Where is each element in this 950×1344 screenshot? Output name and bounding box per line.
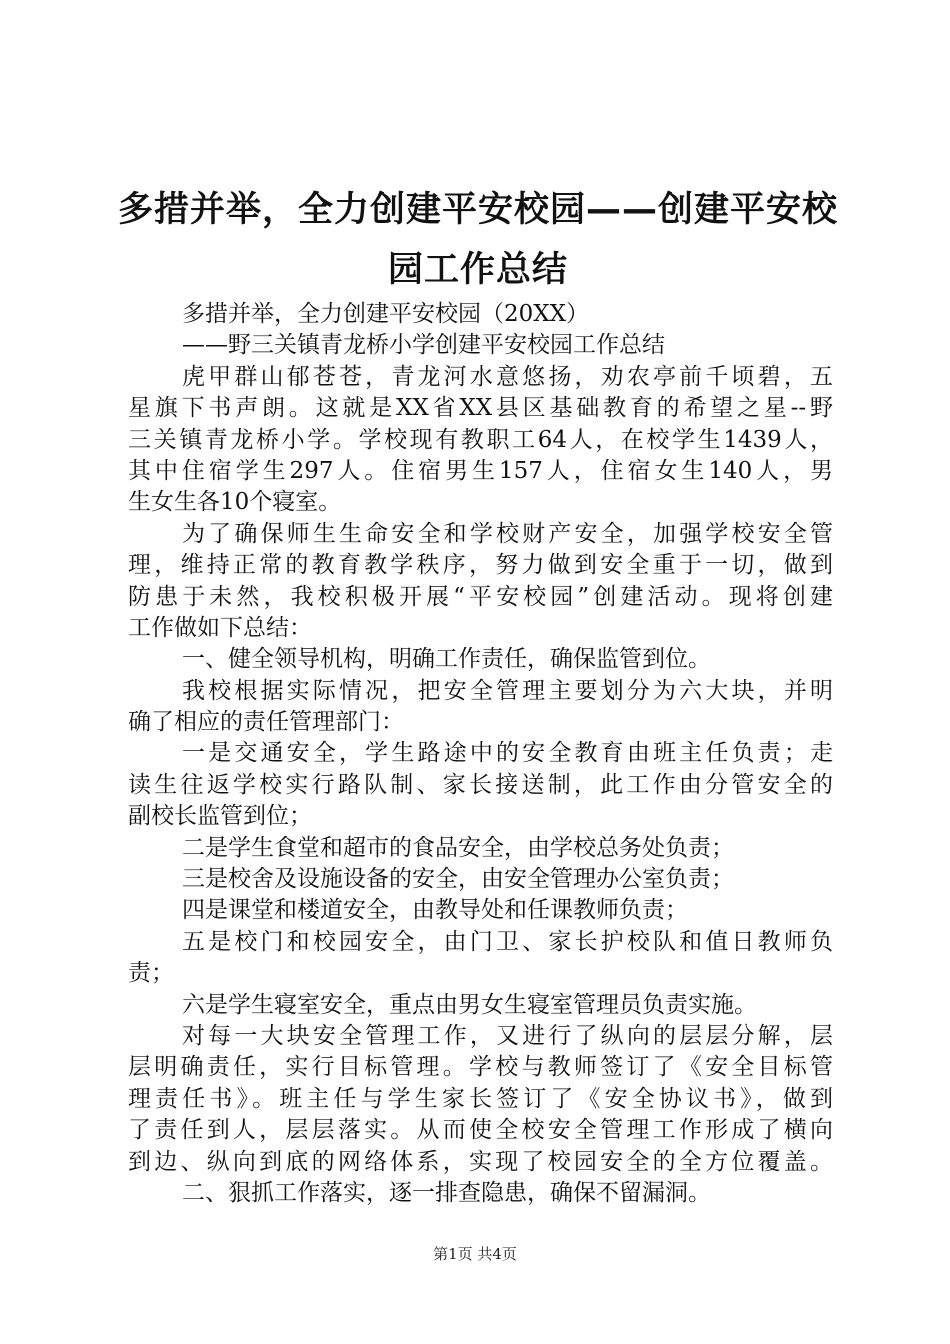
- body-line: 其中住宿学生297人。住宿男生157人，住宿女生140人，男: [128, 457, 833, 484]
- body-line: ——野三关镇青龙桥小学创建平安校园工作总结: [182, 332, 665, 359]
- body-line: 责；: [128, 960, 174, 987]
- document-body: [128, 299, 833, 1209]
- body-line: 五是校门和校园安全，由门卫、家长护校队和值日教师负: [182, 928, 833, 955]
- page-number-footer: 第1页 共4页: [433, 1245, 517, 1263]
- body-line: 三关镇青龙桥小学。学校现有教职工64人，在校学生1439人，: [128, 426, 833, 453]
- body-line: 四是课堂和楼道安全，由教导处和任课教师负责；: [182, 897, 688, 924]
- body-line: 二是学生食堂和超市的食品安全，由学校总务处负责；: [182, 834, 734, 861]
- body-line: 对每一大块安全管理工作，又进行了纵向的层层分解，层: [182, 1022, 833, 1049]
- body-line: 层明确责任，实行目标管理。学校与教师签订了《安全目标管: [128, 1054, 833, 1081]
- body-line: 一、健全领导机构，明确工作责任，确保监管到位。: [182, 646, 711, 673]
- document-title-line-2: 园工作总结: [387, 250, 568, 290]
- body-line: 副校长监管到位；: [128, 803, 312, 830]
- body-line: 防患于未然，我校积极开展“平安校园”创建活动。现将创建: [128, 583, 833, 610]
- body-line: 到边、纵向到底的网络体系，实现了校园安全的全方位覆盖。: [128, 1148, 833, 1175]
- body-line: 二、狠抓工作落实，逐一排查隐患，确保不留漏洞。: [182, 1179, 711, 1206]
- body-line: 工作做如下总结：: [128, 614, 312, 641]
- body-line: 生女生各10个寝室。: [128, 489, 342, 516]
- body-line: 三是校舍及设施设备的安全，由安全管理办公室负责；: [182, 866, 734, 893]
- body-line: 为了确保师生生命安全和学校财产安全，加强学校安全管: [182, 520, 833, 547]
- body-line: 我校根据实际情况，把安全管理主要划分为六大块，并明: [182, 677, 833, 704]
- body-line: 读生往返学校实行路队制、家长接送制，此工作由分管安全的: [128, 771, 833, 798]
- body-line: 理，维持正常的教育教学秩序，努力做到安全重于一切，做到: [128, 552, 833, 579]
- body-line: 确了相应的责任管理部门：: [128, 709, 404, 736]
- document-title-line-1: 多措并举，全力创建平安校园——创建平安校: [118, 190, 839, 230]
- body-line: 理责任书》。班主任与学生家长签订了《安全协议书》，做到: [128, 1085, 833, 1112]
- body-line: 虎甲群山郁苍苍，青龙河水意悠扬，劝农亭前千顷碧，五: [182, 363, 833, 390]
- body-line: 一是交通安全，学生路途中的安全教育由班主任负责；走: [182, 740, 833, 767]
- body-line: 星旗下书声朗。这就是XX省XX县区基础教育的希望之星--野: [128, 395, 833, 422]
- body-line: 多措并举，全力创建平安校园（20XX）: [182, 301, 590, 327]
- body-line: 了责任到人，层层落实。从而使全校安全管理工作形成了横向: [128, 1117, 833, 1144]
- body-line: 六是学生寝室安全，重点由男女生寝室管理员负责实施。: [182, 991, 757, 1018]
